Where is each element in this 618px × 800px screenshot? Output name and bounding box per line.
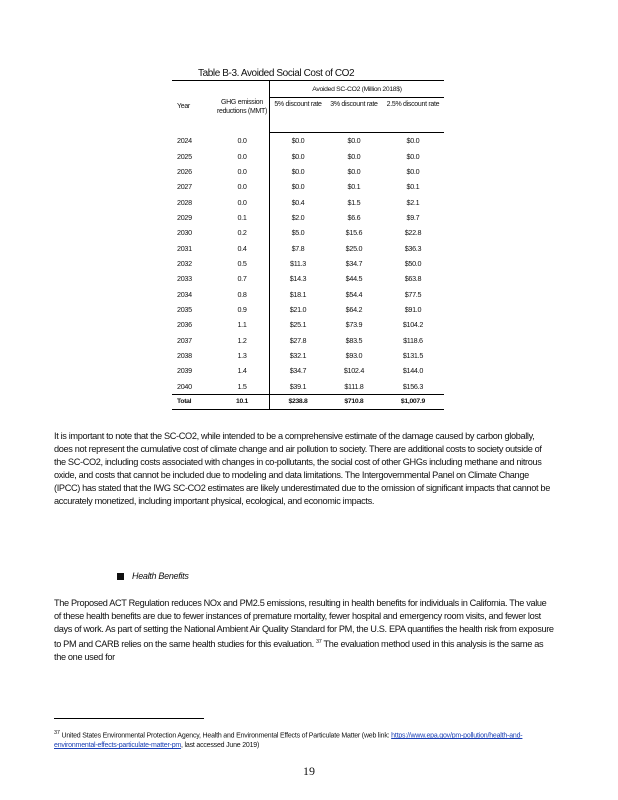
paragraph-sc-co2: It is important to note that the SC-CO2, while intended to be a comprehensive estimate of the damage caused by carbon globally, does not represent the cumulative cost of climate change and air pollution to society. There are additional costs to society outside of the SC-CO2, including costs associated with changes in co-pollutants, the social cost of other GHGs including methane and nitrous oxide, and costs that cannot be included due to modeling and data limitations. The Intergovernmental Panel on Climate Change (IPCC) has stated that the IWG SC-CO2 estimates are likely underestimated due to the omission of significant impacts that cannot be accurately monetized, including important physical, ecological, and economic impacts. — [54, 431, 550, 506]
row-year: 2034 — [177, 289, 192, 299]
row-3-percent: $44.5 — [345, 274, 363, 284]
footnote-reference[interactable]: 37 — [316, 638, 322, 645]
row-3-percent: $1.5 — [347, 197, 361, 207]
row-2-5-percent: $0.1 — [406, 182, 420, 192]
row-year: 2030 — [177, 228, 192, 238]
table-row — [172, 225, 444, 240]
row-3-percent: $73.9 — [345, 320, 363, 330]
table-body — [172, 133, 444, 395]
row-2-5-percent: $77.5 — [404, 289, 422, 299]
header-3-percent: 3% discount rate — [326, 98, 382, 133]
row-year: 2031 — [177, 243, 192, 253]
row-3-percent: $111.8 — [344, 381, 364, 391]
avoided-social-cost-table — [172, 80, 444, 410]
table-row — [172, 379, 444, 395]
row-ghg: 1.2 — [237, 335, 247, 345]
row-3-percent: $25.0 — [345, 243, 363, 253]
row-5-percent: $34.7 — [270, 363, 326, 378]
row-3-percent: $6.6 — [347, 212, 361, 222]
table-row — [172, 271, 444, 286]
row-5-percent: $11.3 — [270, 256, 326, 271]
row-5-percent: $0.0 — [270, 133, 326, 149]
row-year: 2040 — [177, 381, 192, 391]
table-row — [172, 164, 444, 179]
row-ghg: 0.2 — [237, 228, 247, 238]
row-ghg: 1.4 — [237, 366, 247, 376]
row-3-percent: $64.2 — [345, 304, 363, 314]
row-year: 2038 — [177, 350, 192, 360]
row-ghg: 0.0 — [237, 151, 247, 161]
row-year: 2027 — [177, 182, 192, 192]
row-ghg: 0.7 — [237, 274, 247, 284]
row-year: 2028 — [177, 197, 192, 207]
row-2-5-percent: $0.0 — [406, 136, 420, 146]
row-2-5-percent: $131.5 — [402, 350, 424, 360]
header-2-5-percent: 2.5% discount rate — [382, 98, 444, 133]
table-row — [172, 240, 444, 255]
row-2-5-percent: $2.1 — [406, 197, 420, 207]
row-ghg: 0.1 — [237, 212, 247, 222]
row-2-5-percent: $9.7 — [406, 212, 420, 222]
row-ghg: 0.0 — [237, 182, 247, 192]
row-year: 2024 — [177, 135, 192, 145]
row-year: 2026 — [177, 166, 192, 176]
header-avoided-sc: Avoided SC-CO2 (Million 2018$) — [270, 81, 445, 98]
row-2-5-percent: $118.6 — [403, 335, 423, 345]
page-number: 19 — [303, 764, 315, 778]
total-5-percent: $238.8 — [270, 394, 326, 409]
row-5-percent: $25.1 — [270, 317, 326, 332]
row-ghg: 1.5 — [237, 381, 247, 391]
table-row — [172, 317, 444, 332]
footnote-text-end: , last accessed June 2019) — [181, 742, 260, 750]
row-2-5-percent: $144.0 — [402, 366, 424, 376]
table-caption: Table B-3. Avoided Social Cost of CO2 — [198, 68, 355, 79]
table-row — [172, 348, 444, 363]
footnote-number: 37 — [54, 730, 60, 736]
row-3-percent: $0.0 — [347, 151, 361, 161]
row-3-percent: $54.4 — [345, 289, 363, 299]
row-ghg: 1.1 — [237, 320, 247, 330]
paragraph-health-main: The Proposed ACT Regulation reduces NOx and PM2.5 emissions, resulting in health benefits for individuals in California. The value of these health benefits are due to fewer instances of premature mortality, fewer hospital and emergency room visits, and fewer lost days of work. As part of setting the National Ambient Air Quality Standard for PM, the U.S. EPA quantifies the health risk from exposure to PM and CARB relies on the same health studies for this evaluation. — [54, 598, 554, 649]
row-year: 2037 — [177, 335, 192, 345]
table-row — [172, 363, 444, 378]
table-row — [172, 332, 444, 347]
row-ghg: 0.4 — [237, 243, 247, 253]
footnote — [54, 728, 554, 751]
total-2-5-percent: $1,007.9 — [382, 394, 444, 409]
table-row — [172, 179, 444, 194]
total-3-percent: $710.8 — [326, 394, 382, 409]
row-ghg: 0.0 — [237, 166, 247, 176]
table-row — [172, 194, 444, 209]
row-2-5-percent: $36.3 — [404, 243, 422, 253]
row-2-5-percent: $22.8 — [404, 228, 422, 238]
row-2-5-percent: $0.0 — [406, 151, 420, 161]
row-year: 2029 — [177, 212, 192, 222]
square-bullet-icon — [117, 573, 124, 580]
row-year: 2025 — [177, 151, 192, 161]
row-5-percent: $0.0 — [270, 148, 326, 163]
row-year: 2039 — [177, 366, 192, 376]
row-5-percent: $7.8 — [270, 240, 326, 255]
row-ghg: 1.3 — [237, 350, 247, 360]
heading-text: Health Benefits — [132, 571, 189, 581]
table-row — [172, 133, 444, 149]
footnote-text: United States Environmental Protection Agency, Health and Environmental Effects of Particulate Matter (web link: — [61, 732, 390, 740]
row-5-percent: $0.4 — [270, 194, 326, 209]
table-row — [172, 256, 444, 271]
total-ghg: 10.1 — [215, 394, 270, 409]
row-ghg: 0.0 — [237, 197, 247, 207]
row-year: 2036 — [177, 320, 192, 330]
row-5-percent: $5.0 — [270, 225, 326, 240]
row-3-percent: $93.0 — [345, 350, 363, 360]
row-2-5-percent: $104.2 — [402, 320, 424, 330]
table-row — [172, 148, 444, 163]
row-5-percent: $27.8 — [270, 332, 326, 347]
row-5-percent: $39.1 — [270, 379, 326, 395]
row-3-percent: $0.0 — [347, 166, 361, 176]
row-3-percent: $83.5 — [345, 335, 363, 345]
total-label: Total — [172, 394, 215, 409]
row-2-5-percent: $63.8 — [404, 274, 422, 284]
table-row — [172, 286, 444, 301]
paragraph-health-benefits — [54, 597, 554, 664]
row-2-5-percent: $156.3 — [402, 381, 424, 391]
row-3-percent: $15.6 — [345, 228, 363, 238]
row-ghg: 0.0 — [237, 135, 247, 145]
row-2-5-percent: $50.0 — [404, 258, 422, 268]
row-2-5-percent: $0.0 — [406, 166, 420, 176]
header-year: Year — [172, 81, 215, 133]
table-row — [172, 210, 444, 225]
row-ghg: 0.8 — [237, 289, 247, 299]
row-5-percent: $14.3 — [270, 271, 326, 286]
row-5-percent: $0.0 — [270, 164, 326, 179]
row-5-percent: $21.0 — [270, 302, 326, 317]
footnote-link[interactable]: https://www.epa.gov/pm-pollution/health-and-environmental-effects-particulate-matter-pm — [54, 732, 523, 750]
row-2-5-percent: $91.0 — [404, 304, 422, 314]
row-5-percent: $0.0 — [270, 179, 326, 194]
row-5-percent: $32.1 — [270, 348, 326, 363]
row-5-percent: $18.1 — [270, 286, 326, 301]
row-year: 2035 — [177, 304, 192, 314]
section-heading — [117, 571, 189, 581]
row-year: 2032 — [177, 258, 192, 268]
table-row — [172, 302, 444, 317]
row-ghg: 0.9 — [237, 304, 247, 314]
row-5-percent: $2.0 — [270, 210, 326, 225]
footnote-divider — [54, 718, 204, 719]
row-ghg: 0.5 — [237, 258, 247, 268]
header-5-percent: 5% discount rate — [270, 98, 326, 133]
header-ghg: GHG emission reductions (MMT) — [215, 81, 270, 133]
paragraph-health-tail: The evaluation method used in this analysis is the same as the one used for — [54, 638, 544, 662]
row-3-percent: $0.0 — [347, 136, 361, 146]
total-row — [172, 394, 444, 409]
row-3-percent: $0.1 — [347, 182, 361, 192]
row-3-percent: $34.7 — [345, 258, 363, 268]
row-year: 2033 — [177, 274, 192, 284]
row-3-percent: $102.4 — [343, 366, 365, 376]
